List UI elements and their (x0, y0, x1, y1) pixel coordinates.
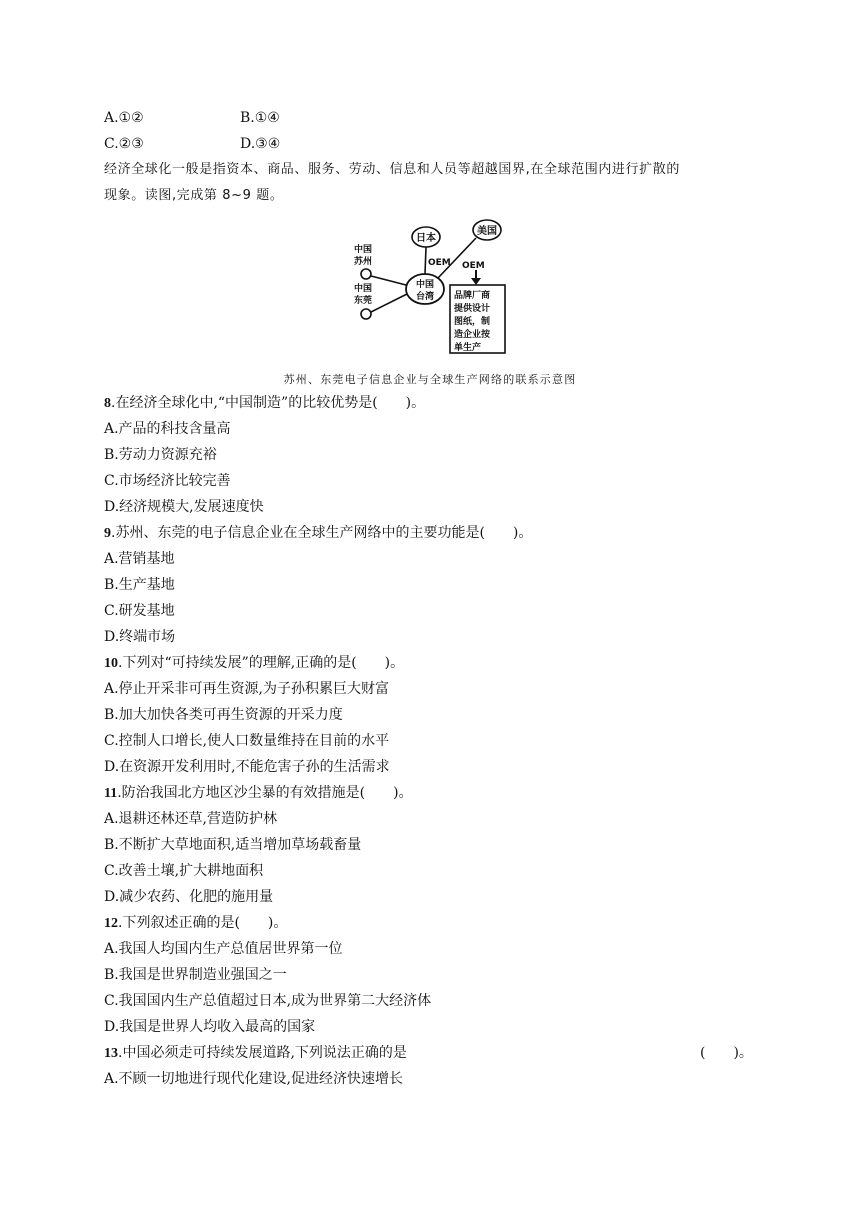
oem-label-2: OEM (462, 261, 485, 271)
box-line-3: 图纸，制 (454, 317, 491, 327)
diagram-caption: 苏州、东莞电子信息企业与全球生产网络的联系示意图 (283, 373, 577, 386)
suzhou-node (361, 269, 371, 279)
question-option: B.加大加快各类可再生资源的开采力度 (104, 707, 343, 723)
question-text: .苏州、东莞的电子信息企业在全球生产网络中的主要功能是( )。 (111, 525, 533, 541)
question-number: 8 (104, 396, 111, 411)
question-text: .下列叙述正确的是( )。 (118, 915, 288, 931)
question-option: C.市场经济比较完善 (104, 473, 231, 489)
box-line-4: 造企业按 (454, 330, 491, 340)
dongguan-taiwan-link (371, 294, 407, 312)
suzhou-label-2: 苏州 (354, 257, 373, 267)
intro-line-1: 经济全球化一般是指资本、商品、服务、劳动、信息和人员等超越国界,在全球范围内进行扩散的 (104, 162, 680, 177)
question-option: B.劳动力资源充裕 (104, 447, 217, 463)
question-option: B.生产基地 (104, 577, 175, 593)
question-number: 11 (104, 786, 118, 801)
taiwan-japan-link (425, 247, 426, 274)
suzhou-taiwan-link (371, 276, 406, 285)
question-stem (104, 654, 404, 673)
japan-label: 日本 (416, 233, 436, 244)
question-option: A.停止开采非可再生资源,为子孙积累巨大财富 (104, 681, 390, 697)
box-line-1: 品牌厂商 (454, 291, 491, 301)
question-option: C.我国国内生产总值超过日本,成为世界第二大经济体 (104, 993, 432, 1009)
question-number: 13 (104, 1046, 118, 1061)
intro-line-2: 现象。读图,完成第 8~9 题。 (104, 188, 284, 203)
question-option: C.改善土壤,扩大耕地面积 (104, 863, 264, 879)
question-option: D.我国是世界人均收入最高的国家 (104, 1019, 316, 1035)
dongguan-label-2: 东莞 (354, 296, 373, 306)
question-option: B.不断扩大草地面积,适当增加草场载畜量 (104, 837, 362, 853)
question-text: .在经济全球化中,“中国制造”的比较优势是( )。 (111, 395, 426, 411)
question-option: D.经济规模大,发展速度快 (104, 499, 264, 515)
option-a: A.①② (104, 110, 144, 126)
question-text: .中国必须走可持续发展道路,下列说法正确的是 (118, 1045, 407, 1061)
oem-label-1: OEM (428, 258, 451, 268)
dongguan-node (361, 309, 371, 319)
question-option: C.控制人口增长,使人口数量维持在目前的水平 (104, 733, 390, 749)
question-option: A.退耕还林还草,营造防护林 (104, 811, 278, 827)
question-number: 9 (104, 526, 111, 541)
taiwan-label-2: 台湾 (415, 292, 435, 302)
taiwan-label-1: 中国 (415, 280, 435, 290)
question-option: D.在资源开发利用时,不能危害子孙的生活需求 (104, 759, 390, 775)
question-option: C.研发基地 (104, 603, 175, 619)
question-stem (104, 1044, 407, 1063)
question-option: A.我国人均国内生产总值居世界第一位 (104, 941, 343, 957)
suzhou-label-1: 中国 (354, 245, 373, 255)
usa-label: 美国 (477, 226, 497, 237)
question-option: D.终端市场 (104, 629, 176, 645)
question-stem (104, 914, 287, 933)
question-stem (104, 394, 425, 413)
question-text: .下列对“可持续发展”的理解,正确的是( )。 (118, 655, 405, 671)
dongguan-label-1: 中国 (354, 284, 373, 294)
option-d: D.③④ (240, 136, 281, 152)
box-line-5: 单生产 (454, 343, 482, 353)
option-c: C.②③ (104, 136, 144, 152)
question-stem (104, 784, 413, 803)
question-number: 10 (104, 656, 118, 671)
question-option: A.不顾一切地进行现代化建设,促进经济快速增长 (104, 1071, 404, 1087)
option-b: B.①④ (240, 110, 280, 126)
question-option: D.减少农药、化肥的施用量 (104, 889, 274, 905)
oem-arrow-head (471, 278, 481, 285)
question-stem (104, 524, 532, 543)
box-line-2: 提供设计 (454, 304, 491, 314)
question-number: 12 (104, 916, 118, 931)
question-option: A.产品的科技含量高 (104, 421, 231, 437)
question-text: .防治我国北方地区沙尘暴的有效措施是( )。 (117, 785, 413, 801)
question-option: B.我国是世界制造业强国之一 (104, 967, 287, 983)
question-option: A.营销基地 (104, 551, 175, 567)
answer-paren: ( )。 (700, 1045, 753, 1061)
production-network-diagram (350, 218, 510, 358)
